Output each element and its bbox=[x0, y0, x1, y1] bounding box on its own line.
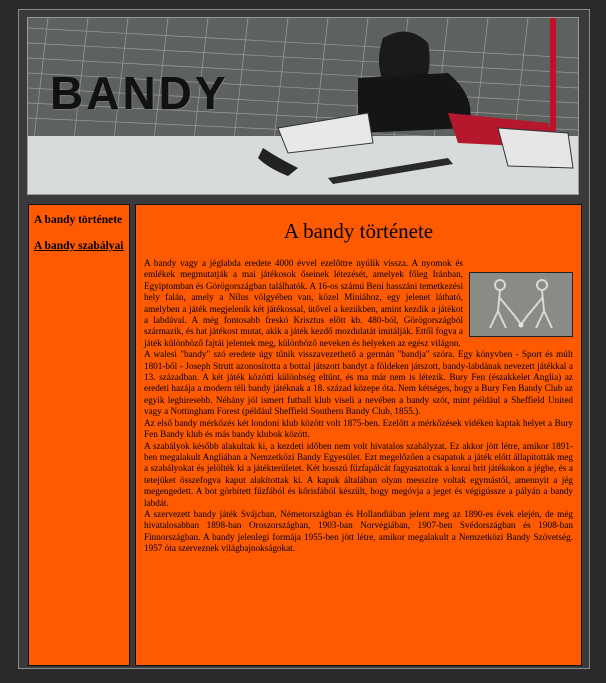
page-title: A bandy története bbox=[283, 219, 434, 243]
paragraph-first-match: Az első bandy mérkőzés két londoni klub között volt 1875-ben. Ezelőtt a mérkőzések vidéken kaptak helyet a Bury Fen Bandy klub és más bandy klubok között. bbox=[144, 417, 573, 440]
main-content bbox=[135, 204, 582, 666]
nav-link-history[interactable]: A bandy története bbox=[34, 214, 123, 226]
nav-link-rules[interactable]: A bandy szabályai bbox=[34, 240, 124, 252]
page-frame bbox=[18, 9, 590, 669]
banner-title: BANDY bbox=[50, 67, 229, 119]
paragraph-origins: A bandy vagy a jéglabda eredete 4000 évvel ezelőttre nyúlik vissza. A nyomok és emlékek megmutatják a mai játékosok őseinek létezését, amelyek főleg Iránban, Egyiptomban és Görögországban találhatók. A 16-os számú Beni hasszáni temetkezési hely falán, amely a Nílus völgyében van, közel Miniához, egy jelenet látható, amelyben a játék megjelenik két játékossal, ütővel a kezükben, amint kezdik a játékot a labdával. A még fontosabb freskó Krisztus előtt kb. 480-ból, Görögországból származik, és hat játékost mutat, akik a játék kezdő mozdulatát imitálják. Ettől fogva a játék különböző fajtái jelentek meg, különböző neveken és helyeken az egész világon. bbox=[144, 258, 463, 348]
ancient-fresco-image bbox=[469, 272, 573, 337]
paragraph-organized-play: A szervezett bandy játék Svájcban, Németországban és Hollandiában jelent meg az 1890-es évek elején, de még hivatalosabban 1898-ban Oroszországban, 1903-ban Norvégiában, 1907-ben Svédországban és 1908-ban Finnországban. A bandy jelenlegi formája 1955-ben jött létre, amikor megalakult a Nemzetközi Bandy Szövetség. 1957 óta szerveznek világbajnokságokat. bbox=[144, 508, 573, 554]
paragraph-rules: A szabályok később alakultak ki, a kezdeti időben nem volt hivatalos szabályzat. Ez akkor jött létre, amikor 1891-ben megalakult Angliában a Nemzetközi Bandy Egyesület. Ezt megelőzően a csapatok a játék előtt állapították meg a szabályokat és jelölték ki a játékterületet. Két hosszú fűzfapálcát fagyasztottak a korai brit játékokon a jégbe, és a tetejüket összefogva kaput alakítottak ki. A kapuk általában olyan messzire voltak egymástól, amennyit a jég megengedett. A bot görbített fűzfából és kőrisfából készült, hogy megóvja a jeget és végigússze a pályán a bandy labdát. bbox=[144, 440, 573, 508]
sidebar-nav bbox=[28, 204, 130, 666]
article-body bbox=[144, 258, 573, 555]
header-banner bbox=[27, 17, 579, 195]
paragraph-etymology: A walesi "bandy" szó eredete úgy tűnik visszavezethető a germán "bandja" szóra. Egy könyvben - Sport és múlt 1801-ből - Joseph Strutt azonosította a bottal játszott bandyt a földeken játszott, bandy-labdának nevezett játékkal a 13. században. A két játék közötti különbség eltűnt, és ma már nem is létezik. Bury Fen (északkelet Anglia) az eredeti hazája a modern téli bandy játéknak a 18. század közepe óta. Nem kétséges, hogy a Bury Fen Bandy Club az egyik leghíresebb. Néhány jól ismert futball klub viseli a nevében a bandy szót, mint például a Sheffield United vagy a Nottingham Forest (például Sheffield Southern Bandy Club, 1855.). bbox=[144, 349, 573, 417]
